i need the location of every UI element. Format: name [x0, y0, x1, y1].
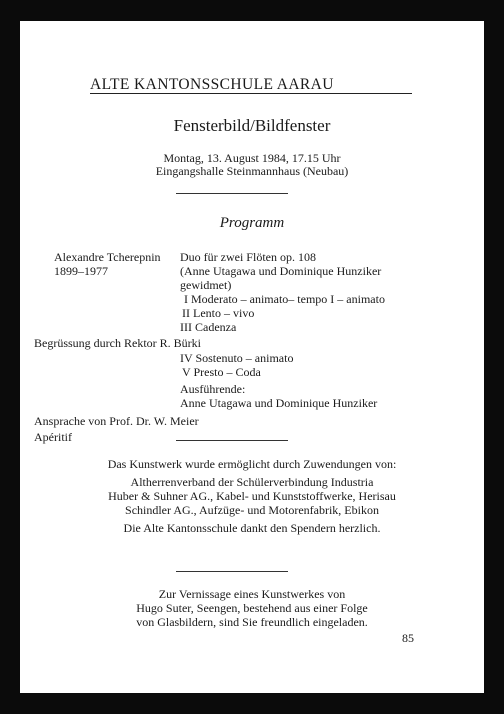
sponsor-line: Huber & Suhner AG., Kabel- und Kunststoffwerke, Herisau	[108, 489, 396, 503]
movement-line: V Presto – Coda	[182, 365, 261, 379]
aperitif-line: Apéritif	[34, 430, 72, 444]
work-line: Duo für zwei Flöten op. 108	[180, 250, 316, 264]
movement-line: III Cadenza	[180, 320, 237, 334]
school-name: ALTE KANTONSSCHULE AARAU	[90, 76, 334, 93]
event-venue: Eingangshalle Steinmannhaus (Neubau)	[155, 164, 349, 178]
work-line: (Anne Utagawa und Dominique Hunziker	[180, 264, 382, 278]
movement-line: II Lento – vivo	[182, 306, 255, 320]
performers-names: Anne Utagawa und Dominique Hunziker	[180, 396, 378, 410]
invitation-line: von Glasbildern, sind Sie freundlich eingeladen.	[136, 615, 368, 629]
sponsors-thanks: Die Alte Kantonsschule dankt den Spendern herzlich.	[123, 521, 381, 535]
event-title: Fensterbild/Bildfenster	[173, 116, 331, 135]
sponsor-line: Schindler AG., Aufzüge- und Motorenfabrik, Ebikon	[125, 503, 379, 517]
performers-label: Ausführende:	[180, 382, 246, 396]
event-date: Montag, 13. August 1984, 17.15 Uhr	[163, 151, 341, 165]
page-number: 85	[402, 631, 414, 645]
header-rule	[90, 93, 412, 94]
sponsor-line: Altherrenverband der Schülerverbindung Industria	[130, 475, 374, 489]
divider	[176, 571, 288, 572]
divider	[176, 193, 288, 194]
invitation-line: Zur Vernissage eines Kunstwerkes von	[158, 587, 346, 601]
movement-line: I Moderato – animato– tempo I – animato	[184, 292, 385, 306]
composer-name: Alexandre Tcherepnin	[54, 250, 161, 264]
invitation-line: Hugo Suter, Seengen, bestehend aus einer Folge	[136, 601, 368, 615]
program-heading: Programm	[219, 215, 285, 231]
greeting-line: Begrüssung durch Rektor R. Bürki	[34, 336, 201, 350]
movement-line: IV Sostenuto – animato	[180, 351, 294, 365]
divider	[176, 440, 288, 441]
sponsors-intro: Das Kunstwerk wurde ermöglicht durch Zuwendungen von:	[107, 457, 397, 471]
composer-years: 1899–1977	[54, 264, 108, 278]
document-page	[20, 21, 484, 693]
speech-line: Ansprache von Prof. Dr. W. Meier	[34, 414, 199, 428]
work-line: gewidmet)	[180, 278, 232, 292]
